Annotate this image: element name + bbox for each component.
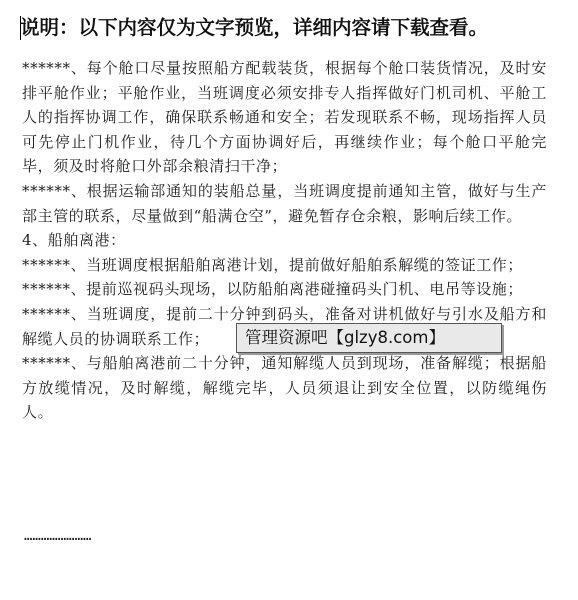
paragraph-loading-total: ******、根据运输部通知的装船总量，当班调度提前通知主管，做好与生产部主管的联系，尽量做到“船满仓空”，避免暂存仓余粮，影响后续工作。 [22,181,547,225]
document-body [22,56,547,425]
paragraph-dock-inspection: ******、提前巡视码头现场，以防船舶离港碰撞码头门机、电吊等设施； [22,280,524,299]
paragraph-dispatch-coordination: ******、当班调度，提前二十分钟到码头，准备对讲机做好与引水及船方和解缆人员的协调联系工作； [22,304,547,348]
paragraph-hatch-loading: ******、每个舱口尽量按照船方配载装货，根据每个舱口装货情况，及时安排平舱作业；平舱作业，当班调度必须安排专人指挥做好门机司机、平舱工人的指挥协调工作，确保联系畅通和安全；若发现联系不畅，现场指挥人员可先停止门机作业，待几个方面协调好后，再继续作业；每个舱口平舱完毕，须及时将舱口外部余粮清扫干净； [22,59,547,176]
paragraph-unmooring: ******、与船舶离港前二十分钟，通知解缆人员到现场，准备解缆；根据船方放缆情况，及时解缆，解缆完毕，人员须退让到安全位置，以防缆绳伤人。 [22,354,547,422]
preview-notice: 说明：以下内容仅为文字预览，详细内容请下载查看。 [20,16,489,39]
watermark-banner: 管理资源吧【glzy8.com】 [236,323,502,353]
paragraph-departure-plan: ******、当班调度根据船舶离港计划，提前做好船舶系解缆的签证工作； [22,255,524,274]
section-heading-departure: 4、船舶离港： [22,231,126,250]
truncation-dots: …………………… [24,528,92,544]
